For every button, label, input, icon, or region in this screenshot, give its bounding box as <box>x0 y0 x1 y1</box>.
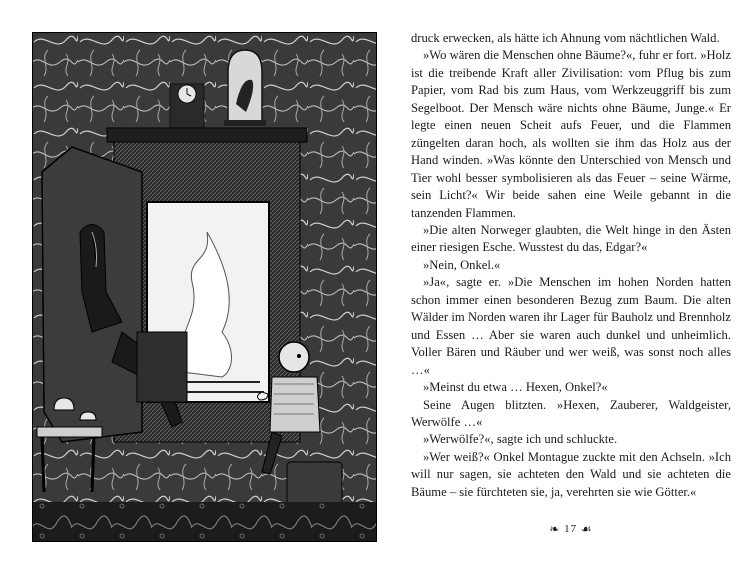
leaf-ornament-icon: ❧ <box>549 522 561 536</box>
leaf-ornament-icon: ☙ <box>580 522 593 536</box>
paragraph: Seine Augen blitzten. »Hexen, Zauberer, Waldgeister, Werwölfe …« <box>411 397 731 429</box>
paragraph: »Ja«, sagte er. »Die Menschen im hohen Norden hatten schon immer einen besonderen Bezug zum Baum. Die alten Wälder im Norden waren ihr Lager für Bauholz und Brennholz und Essen … Aber sie waren auch dunkel und unheimlich. Voller Bären und Räuber und wer weiß, was sonst noch alles …« <box>411 275 731 377</box>
floor <box>32 502 377 542</box>
bell-jar-bird <box>224 50 266 126</box>
page-number: 17 <box>564 523 578 536</box>
paragraph: »Wer weiß?« Onkel Montague zuckte mit den Achseln. »Ich will nur sagen, sie achteten den Wald und sie achteten die Bäume – sie fürchteten sie, ja, verehrten sie wie Götter.« <box>411 449 731 499</box>
paragraph: »Nein, Onkel.« <box>423 257 501 272</box>
text-page <box>411 30 731 501</box>
paragraph: »Werwölfe?«, sagte ich und schluckte. <box>423 432 618 447</box>
mantel-clock <box>170 84 204 130</box>
page-number-folio <box>411 522 731 537</box>
paragraph: druck erwecken, als hätte ich Ahnung vom nächtlichen Wald. <box>411 31 720 45</box>
paragraph: »Wo wären die Menschen ohne Bäume?«, fuhr er fort. »Holz ist die treibende Kraft aller Zivilisation: vom Pflug bis zum Papier, vom Rad bis zum Haus, vom Werkzeuggriff bis zum Segelboot. Der Mensch wäre nichts ohne Bäume, Junge.« Er legte einen neuen Scheit aufs Feuer, und die Flammen züngelten daran hoch, als wollten sie ihm das Holz aus der Hand winden. »Was könnte den Unterschied von Mensch und Tier wohl besser symbolisieren als das Feuer – seine Wärme, sein Licht?« Wir beide sahen eine Weile gebannt in die tanzenden Flammen. <box>411 48 731 220</box>
illustration-drawing <box>32 32 377 542</box>
paragraph: »Meinst du etwa … Hexen, Onkel?« <box>423 380 608 395</box>
paragraph: »Die alten Norweger glaubten, die Welt hinge in den Ästen einer riesigen Esche. Wusstest du das, Edgar?« <box>411 222 731 255</box>
illustration-fireplace-scene <box>32 32 377 542</box>
